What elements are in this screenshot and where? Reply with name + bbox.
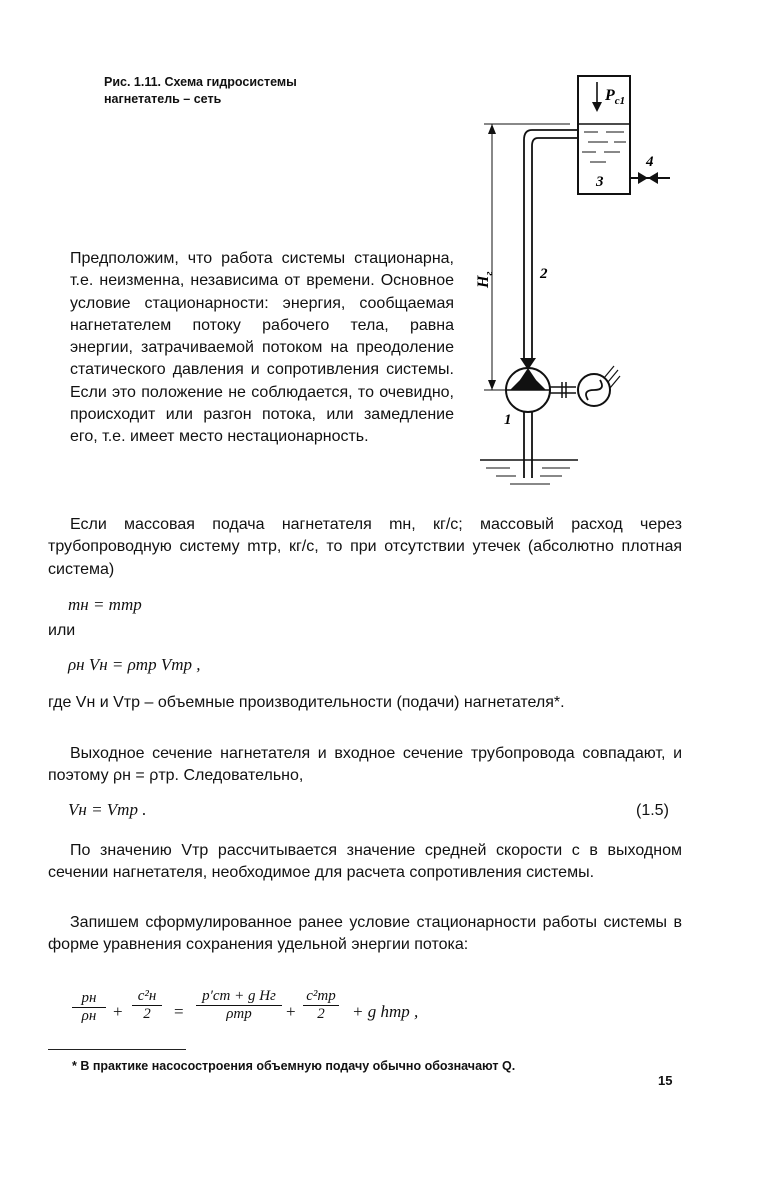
height-dimension [484,124,570,390]
page-number: 15 [658,1073,673,1088]
word-or: или [48,622,76,639]
fraction-4-num: c²тр [306,988,336,1004]
figure-caption [104,74,404,108]
paragraph-5: По значению Vтр рассчитывается значение средней скорости c в выходном сечении нагнетателя, необходимое для расчета сопротивления системы. [48,842,682,882]
pipe [524,130,578,358]
label-1: 1 [504,412,512,428]
label-4: 4 [646,154,654,170]
equation-tail: + g hтр , [352,1002,419,1021]
fraction-3-den: ρтр [196,1005,282,1023]
label-2: 2 [540,266,548,282]
plus-sign: + [113,1002,123,1021]
footnote: * В практике насосостроения объемную подачу обычно обозначают Q. [72,1059,516,1073]
fraction-1 [72,990,106,1025]
footnote-divider [48,1049,186,1050]
reservoir-icon [480,460,578,484]
plus-sign-2: + [286,1002,296,1021]
tank-pressure-label: $P_{c1}$ [605,87,626,107]
fraction-4 [303,988,339,1023]
hydraulic-system-diagram [470,68,680,508]
figure-caption-line1: Рис. 1.11. Схема гидросистемы [104,75,297,89]
valve-icon [630,172,670,184]
paragraph-3: где Vн и Vтр – объемные производительности (подачи) нагнетателя*. [48,694,565,711]
fraction-2 [132,988,162,1023]
equation-number: (1.5) [636,802,669,819]
figure-caption-line2: нагнетатель – сеть [104,92,222,106]
equals-sign: = [174,1002,184,1021]
fraction-3-num: p′ст + g Hг [202,988,276,1004]
equation-mass-balance: mн = mтр [68,595,142,614]
fraction-4-den: 2 [303,1005,339,1023]
motor-icon [578,366,620,406]
equation-volume-density: ρн Vн = ρтр Vтр , [68,655,201,674]
label-3: 3 [596,174,604,190]
paragraph-1: Предположим, что работа системы стационарна, т.е. неизменна, независима от времени. Основное условие стационарности: энергия, сообщаемая нагнетателем потоку рабочего тела, равна энергии, затрачиваемой потоком на преодоление статического давления и сопротивления системы. Если это положение не соблюдается, то очевидно, происходит или разгон потока, или замедление его, т.е. имеет место нестационарность. [70,250,454,446]
fraction-1-den: ρн [72,1007,106,1025]
fraction-2-num: c²н [137,988,157,1004]
fraction-2-den: 2 [132,1005,162,1023]
paragraph-4: Выходное сечение нагнетателя и входное сечение трубопровода совпадают, и поэтому ρн = ρтр. Следовательно, [48,745,682,785]
tank-icon [578,76,630,194]
height-label: $H_г$ [475,271,495,288]
fraction-3 [196,988,282,1023]
equation-volume-equality: Vн = Vтр . [68,800,147,819]
paragraph-6: Запишем сформулированное ранее условие стационарности работы системы в форме уравнения сохранения удельной энергии потока: [48,914,682,954]
fraction-1-num: pн [81,990,97,1006]
pump-icon [506,368,550,412]
paragraph-2: Если массовая подача нагнетателя mн, кг/с; массовый расход через трубопроводную систему mтр, кг/с, то при отсутствии утечек (абсолютно плотная система) [48,516,682,578]
